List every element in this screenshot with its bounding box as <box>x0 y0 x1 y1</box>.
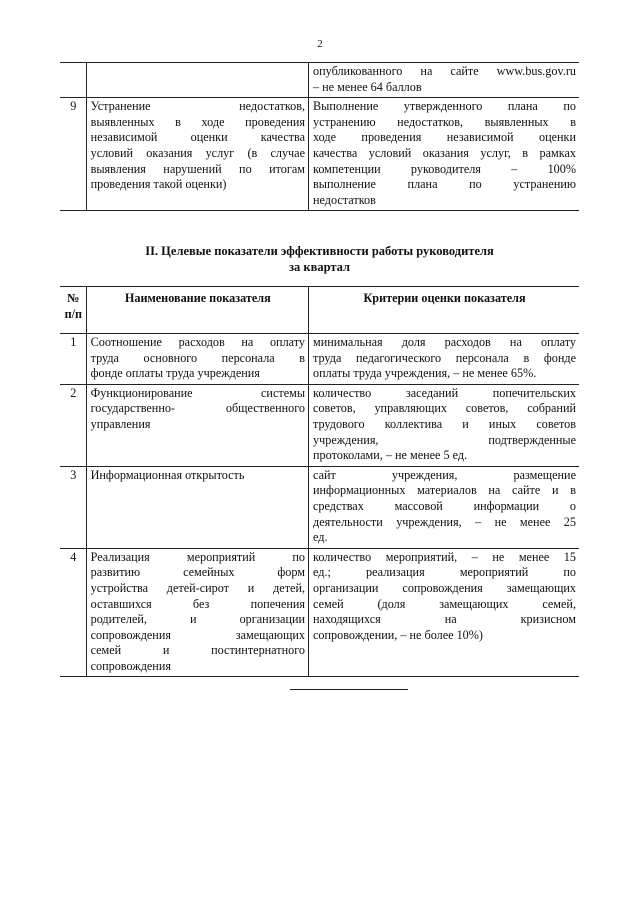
indicator-criteria-line: сопровождении, – не более 10%) <box>313 627 483 642</box>
indicator-name-line: семей и постинтернатного <box>90 643 306 658</box>
indicator-criteria-line: учреждения, подтвержденные <box>313 432 576 447</box>
indicators-table <box>60 286 579 677</box>
header-num <box>60 287 86 334</box>
row-number <box>60 63 86 98</box>
indicator-criteria-line: минимальная доля расходов на оплату <box>313 335 576 349</box>
indicator-criteria-line: сайт учреждения, размещение <box>313 467 576 482</box>
indicator-criteria <box>309 98 579 211</box>
table-row <box>60 466 579 548</box>
continuation-table <box>60 62 579 211</box>
indicator-name-line: проведения такой оценки) <box>90 177 227 192</box>
table-row <box>60 63 579 98</box>
header-name: Наименование показателя <box>86 287 308 334</box>
indicator-criteria-line: ед.; реализация мероприятий по <box>313 565 576 580</box>
footer-divider <box>290 689 408 690</box>
row-number: 2 <box>60 384 86 466</box>
indicator-criteria-line: недостатков <box>313 192 376 207</box>
indicator-criteria-line: информационных материалов на сайте и в <box>313 483 576 498</box>
indicator-criteria-line: средствах массовой информации о <box>313 498 576 513</box>
indicator-criteria-line: семей (доля замещающих семей, <box>313 596 576 611</box>
indicator-criteria-line: находящихся на кризисном <box>313 612 576 627</box>
indicator-criteria-line: оплаты труда учреждения, – не менее 65%. <box>313 366 537 381</box>
indicator-name-line: выявления нарушений по итогам <box>90 161 306 176</box>
indicator-name-line: условий оказания услуг (в случае <box>90 145 306 160</box>
table-row <box>60 548 579 677</box>
indicator-name-line: фонде оплаты труда учреждения <box>90 366 260 381</box>
indicator-name-line: Информационная открытость <box>90 467 245 482</box>
section-title <box>60 243 579 275</box>
indicator-name <box>86 63 308 98</box>
indicator-criteria-line: советов, управляющих советов, собраний <box>313 401 576 416</box>
indicator-criteria-line: опубликованного на сайте www.bus.gov.ru <box>313 64 576 78</box>
row-number: 9 <box>60 98 86 211</box>
indicator-name <box>86 384 308 466</box>
table-row <box>60 334 579 385</box>
indicator-criteria <box>309 334 579 385</box>
row-number: 1 <box>60 334 86 385</box>
table-row <box>60 98 579 211</box>
indicator-criteria <box>309 548 579 677</box>
section-title-line1: II. Целевые показатели эффективности работы руководителя <box>145 244 494 258</box>
table-header-row <box>60 287 579 334</box>
page-number: 2 <box>317 38 323 50</box>
indicator-name-line: сопровождения <box>90 658 171 673</box>
indicator-criteria-line: количество мероприятий, – не менее 15 <box>313 549 576 564</box>
indicator-name-line: выявленных в ходе проведения <box>90 114 306 129</box>
indicator-name-line: Устранение недостатков, <box>90 99 306 114</box>
indicator-criteria-line: деятельности учреждения, – не менее 25 <box>313 514 576 529</box>
indicator-criteria <box>309 63 579 98</box>
row-number: 3 <box>60 466 86 548</box>
header-criteria: Критерии оценки показателя <box>309 287 579 334</box>
indicator-criteria-line: труда педагогического персонала в фонде <box>313 350 576 365</box>
indicator-criteria-line: Выполнение утвержденного плана по <box>313 99 576 114</box>
section-title-line2: за квартал <box>288 260 351 274</box>
indicator-criteria-line: компетенции руководителя – 100% <box>313 161 576 176</box>
indicator-name <box>86 466 308 548</box>
indicator-name-line: сопровождения замещающих <box>90 627 306 642</box>
indicator-criteria-line: качества условий оказания услуг, в рамках <box>313 145 576 160</box>
row-number: 4 <box>60 548 86 677</box>
indicator-criteria-line: выполнение плана по устранению <box>313 177 576 192</box>
indicator-name-line: родителей, и организации <box>90 612 306 627</box>
indicator-name-line: Функционирование системы <box>90 385 306 400</box>
indicator-criteria-line: ед. <box>313 530 328 545</box>
indicator-name <box>86 98 308 211</box>
header-num-line2: п/п <box>64 306 83 321</box>
indicator-name <box>86 334 308 385</box>
indicator-name-line: Реализация мероприятий по <box>90 549 306 564</box>
table-row <box>60 384 579 466</box>
indicator-name-line: труда основного персонала в <box>90 350 306 365</box>
indicator-name-line: управления <box>90 416 151 431</box>
indicator-name-line: государственно- общественного <box>90 401 306 416</box>
header-num-line1: № <box>67 291 80 305</box>
indicator-criteria <box>309 466 579 548</box>
indicator-name-line: независимой оценки качества <box>90 130 306 145</box>
indicator-criteria-line: трудового коллектива и иных советов <box>313 416 576 431</box>
indicator-criteria-line: – не менее 64 баллов <box>313 79 422 94</box>
indicator-name-line: Соотношение расходов на оплату <box>90 335 306 349</box>
indicator-name-line: устройства детей-сирот и детей, <box>90 580 306 595</box>
indicator-criteria-line: организации сопровождения замещающих <box>313 580 576 595</box>
indicator-criteria-line: ходе проведения независимой оценки <box>313 130 576 145</box>
indicator-criteria-line: устранению недостатков, выявленных в <box>313 114 576 129</box>
indicator-criteria-line: количество заседаний попечительских <box>313 385 576 400</box>
indicator-name <box>86 548 308 677</box>
indicator-criteria <box>309 384 579 466</box>
indicator-criteria-line: протоколами, – не менее 5 ед. <box>313 448 468 463</box>
indicator-name-line: оставшихся без попечения <box>90 596 306 611</box>
indicator-name-line: развитию семейных форм <box>90 565 306 580</box>
